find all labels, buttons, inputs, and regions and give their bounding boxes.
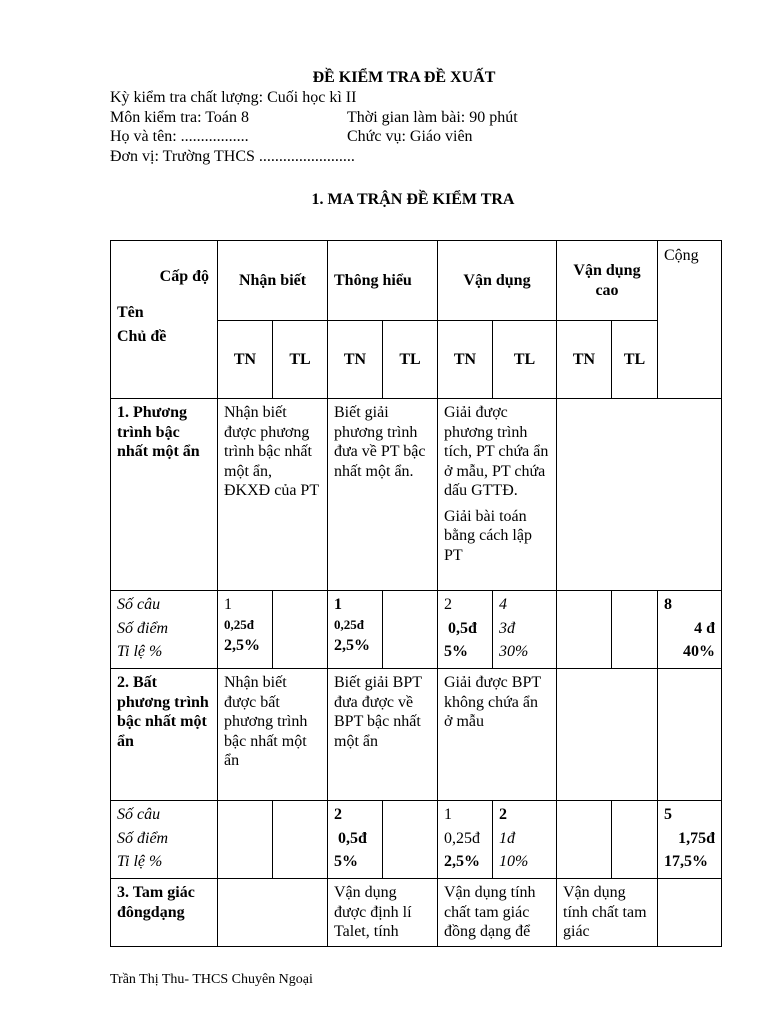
topic-2-total (658, 801, 722, 879)
topic-3-thong-hieu: Vận dụng được định lí Talet, tính (328, 879, 438, 947)
level-label: Cấp độ (159, 268, 209, 285)
topic-2-th-tl (383, 801, 438, 879)
topic-1-nb-tn (218, 591, 273, 669)
page-footer: Trần Thị Thu- THCS Chuyên Ngoại (110, 972, 313, 987)
topic-2-vd-cao (557, 669, 658, 801)
topic-2-nb-tn (218, 801, 273, 879)
vd-tl-header: TL (493, 321, 557, 399)
topic-1-van-dung (438, 399, 557, 591)
topic-1-nhan-biet: Nhận biết được phương trình bậc nhất một ẩn, ĐKXĐ của PT (218, 399, 328, 591)
stat-value: 0,25đ (334, 616, 364, 632)
topic-3-name: 3. Tam giác đôngdạng (111, 879, 218, 947)
stat-value: 4 (499, 596, 507, 613)
stat-value: 0,5đ (338, 829, 367, 847)
stat-value: 2,5% (444, 853, 480, 870)
stat-value: 8 (664, 596, 672, 613)
stat-value: 2 (499, 806, 507, 823)
stat-value: 1 (334, 596, 342, 613)
topic-1-th-tn (328, 591, 383, 669)
th-tn-header: TN (328, 321, 383, 399)
th-tl-header: TL (383, 321, 438, 399)
topic-1-th-tl (383, 591, 438, 669)
topic-1-stat-labels (111, 591, 218, 669)
topic-2-thong-hieu: Biết giải BPT đưa được về BPT bậc nhất một ẩn (328, 669, 438, 801)
total-header: Cộng (658, 241, 722, 399)
stat-value: 3đ (499, 619, 515, 637)
level-van-dung: Vận dụng (438, 241, 557, 321)
stat-value: 2 (334, 806, 342, 823)
vdc-tl-header: TL (612, 321, 658, 399)
topic-2-van-dung: Giải được BPT không chứa ẩn ở mẫu (438, 669, 557, 801)
topic-2-vdc-tn (557, 801, 612, 879)
stat-label-ti-le: Ti lệ % (117, 643, 163, 660)
level-topic-header (111, 241, 218, 399)
stat-value: 40% (683, 643, 715, 660)
topic-3-vd-cao: Vận dụng tính chất tam giác (557, 879, 658, 947)
stat-label-so-diem: Số điểm (117, 829, 169, 847)
topic-1-vdc-tl (612, 591, 658, 669)
level-van-dung-cao: Vận dụng cao (557, 241, 658, 321)
stat-value: 5 (664, 806, 672, 823)
nb-tn-header: TN (218, 321, 273, 399)
topic-1-total (658, 591, 722, 669)
topic-1-vd-tn (438, 591, 493, 669)
stat-value: 2 (444, 596, 452, 613)
stat-value: 2,5% (334, 637, 370, 654)
exam-type: Kỳ kiểm tra chất lượng: Cuối học kì II (110, 89, 357, 106)
stat-value: 0,25đ (224, 616, 254, 632)
level-nhan-biet: Nhận biết (218, 241, 328, 321)
section-title: 1. MA TRẬN ĐỀ KIỂM TRA (311, 191, 515, 208)
stat-value: 10% (499, 853, 529, 870)
stat-value: 0,5đ (448, 619, 477, 637)
stat-value: 1 (224, 596, 232, 613)
stat-value: 1 (444, 806, 452, 823)
topic-2-name: 2. Bất phương trình bậc nhất một ẩn (111, 669, 218, 801)
topic-2-nhan-biet: Nhận biết được bất phương trình bậc nhất một ẩn (218, 669, 328, 801)
exam-matrix-table (110, 240, 722, 947)
topic-3-van-dung: Vận dụng tính chất tam giác đồng dạng để (438, 879, 557, 947)
name-field: Họ và tên: ................. (110, 128, 249, 145)
topic-1-empty (557, 399, 722, 591)
stat-value: 4 đ (694, 619, 715, 637)
stat-value: 30% (499, 643, 529, 660)
topic-1-vdc-tn (557, 591, 612, 669)
topic-2-vdc-tl (612, 801, 658, 879)
topic-1-vd-tl (493, 591, 557, 669)
topic-1-nb-tl (273, 591, 328, 669)
stat-label-so-diem: Số điểm (117, 619, 169, 637)
stat-label-so-cau: Số câu (117, 806, 161, 823)
topic-1-van-dung-1: Giải được phương trình tích, PT chứa ẩn ở mẫu, PT chứa dấu GTTĐ. (444, 404, 549, 499)
stat-value: 2,5% (224, 637, 260, 654)
topic-2-nb-tl (273, 801, 328, 879)
stat-value: 1,75đ (678, 829, 715, 847)
topic-2-stat-labels (111, 801, 218, 879)
stat-label-so-cau: Số câu (117, 596, 161, 613)
topic-1-thong-hieu: Biết giải phương trình đưa về PT bậc nhất một ẩn. (328, 399, 438, 591)
stat-value: 5% (444, 643, 468, 660)
level-thong-hieu: Thông hiểu (328, 241, 438, 321)
vdc-tn-header: TN (557, 321, 612, 399)
position: Chức vụ: Giáo viên (347, 128, 473, 145)
topic-2-th-tn (328, 801, 383, 879)
duration: Thời gian làm bài: 90 phút (347, 109, 518, 126)
topic-1-van-dung-2: Giải bài toán bằng cách lập PT (444, 507, 532, 564)
document-title: ĐỀ KIỂM TRA ĐỀ XUẤT (312, 69, 496, 86)
stat-value: 5% (334, 853, 358, 870)
subject: Môn kiểm tra: Toán 8 (110, 109, 250, 126)
topic-2-vd-tn (438, 801, 493, 879)
stat-value: 0,25đ (444, 829, 480, 847)
stat-value: 17,5% (664, 853, 708, 870)
topic-2-vd-tl (493, 801, 557, 879)
topic-1-name: 1. Phương trình bậc nhất một ẩn (111, 399, 218, 591)
topic-label-2: Chủ đề (117, 328, 167, 345)
stat-value: 1đ (499, 829, 515, 847)
vd-tn-header: TN (438, 321, 493, 399)
topic-3-total (658, 879, 722, 947)
stat-label-ti-le: Ti lệ % (117, 853, 163, 870)
nb-tl-header: TL (273, 321, 328, 399)
topic-label-1: Tên (117, 303, 144, 321)
topic-3-nhan-biet (218, 879, 328, 947)
topic-2-total-empty (658, 669, 722, 801)
unit-field: Đơn vị: Trường THCS ........................ (110, 148, 355, 165)
